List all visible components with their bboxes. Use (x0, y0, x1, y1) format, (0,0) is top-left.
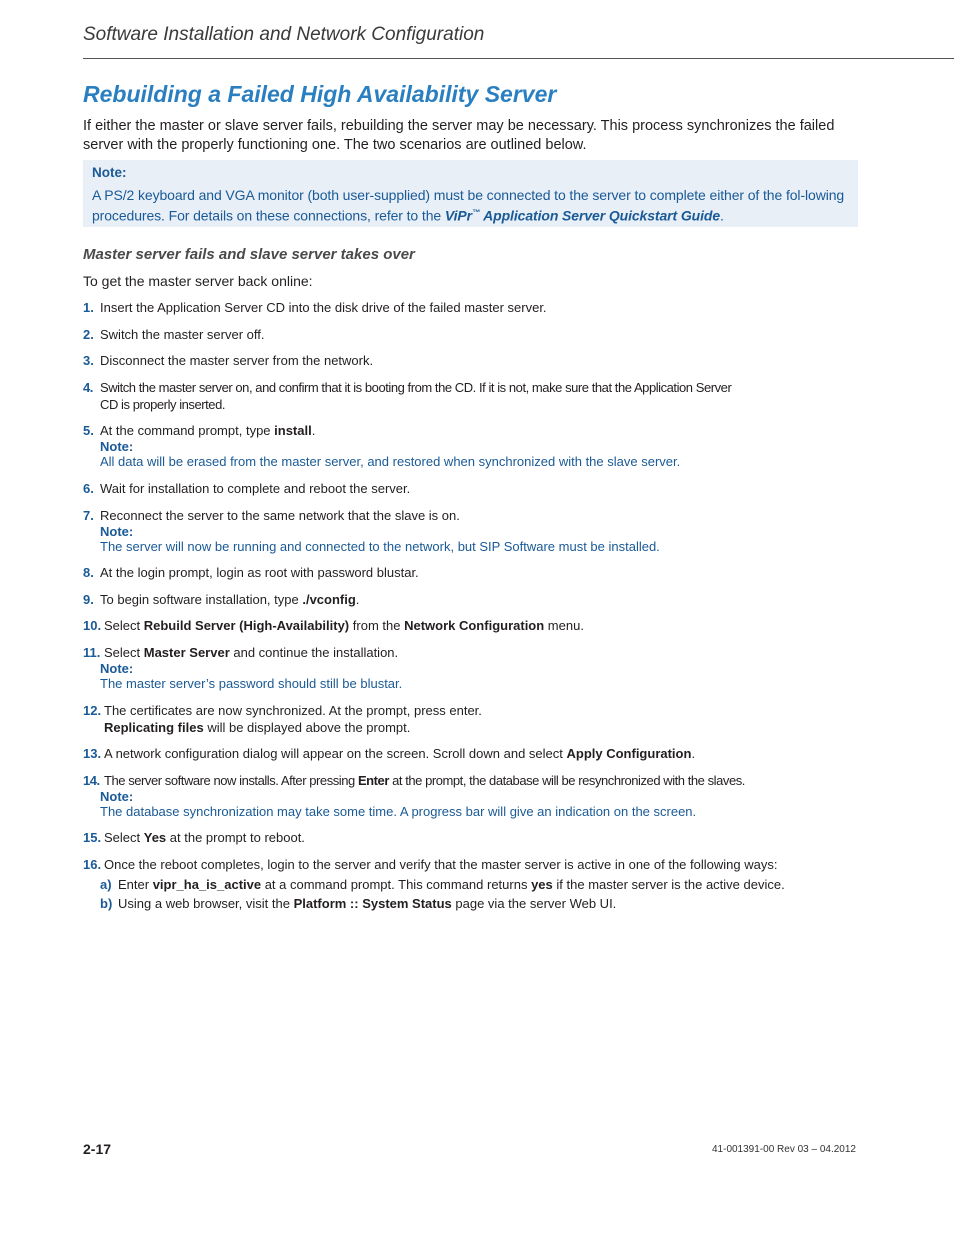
step-text: At the login prompt, login as root with password blustar. (100, 565, 419, 580)
step-text: A network configuration dialog will appear on the screen. Scroll down and select (104, 746, 567, 761)
step-text-end: . (311, 423, 316, 438)
substep-a (100, 876, 785, 893)
step-7 (83, 507, 803, 554)
document-id: 41-001391-00 Rev 03 – 04.2012 (711, 1144, 856, 1155)
page-platform-system-status: Platform :: System Status (293, 896, 452, 911)
key-enter: Enter (357, 773, 389, 788)
substep-text-end: page via the server Web UI. (451, 896, 617, 911)
step-number: 13. (83, 746, 102, 761)
step-number: 6. (83, 481, 94, 496)
step-text: Disconnect the master server from the network. (100, 353, 374, 368)
step-text: The server software now installs. After pressing (104, 773, 358, 788)
step-note-text: The server will now be running and connected to the network, but SIP Software must be installed. (100, 539, 660, 554)
step-5 (83, 422, 803, 469)
option-yes: Yes (143, 830, 167, 845)
step-number: 16. (83, 857, 102, 872)
running-header: Software Installation and Network Configuration (83, 24, 485, 45)
substep-letter: a) (100, 877, 112, 892)
step-text-end: . (691, 746, 696, 761)
option-apply-configuration: Apply Configuration (566, 746, 692, 761)
step-9 (83, 591, 803, 608)
header-divider (83, 58, 954, 59)
step-number: 15. (83, 830, 102, 845)
step-text: To begin software installation, type (100, 592, 303, 607)
option-master-server: Master Server (143, 645, 230, 660)
step-text: Switch the master server on, and confirm that it is booting from the CD. If it is not, make sure that the Application Server (100, 380, 732, 395)
step-text: Insert the Application Server CD into the disk drive of the failed master server. (100, 300, 547, 315)
step-note (83, 524, 803, 554)
note-text: A PS/2 keyboard and VGA monitor (both user-supplied) must be connected to the server to complete either of the fol-lowing procedures. For details on these connections, refer to the (92, 187, 845, 224)
step-number: 2. (83, 327, 94, 342)
step-number: 9. (83, 592, 94, 607)
note-text-end: . (720, 207, 724, 224)
step-number: 11. (83, 645, 101, 660)
step-13 (83, 745, 803, 762)
step-text: Select (104, 645, 144, 660)
step-6 (83, 480, 803, 497)
step-note-label: Note: (100, 661, 134, 676)
step-number: 3. (83, 353, 94, 368)
procedure-lead: To get the master server back online: (83, 273, 313, 289)
command-install: install (274, 423, 312, 438)
note-label: Note: (92, 165, 127, 180)
step-note (83, 789, 783, 819)
step-15 (83, 829, 803, 846)
step-note (83, 439, 803, 469)
step-note-text: The master server’s password should still be blustar. (100, 676, 403, 691)
step-text-end: at the prompt, the database will be resynchronized with the slaves. (388, 773, 745, 788)
substep-b (100, 895, 616, 912)
substep-text: Using a web browser, visit the (118, 896, 294, 911)
substep-letter: b) (100, 896, 113, 911)
value-yes: yes (531, 877, 553, 892)
step-note-text: All data will be erased from the master server, and restored when synchronized with the slave server. (100, 454, 681, 469)
step-4 (83, 379, 803, 413)
step-text-continued (83, 719, 803, 736)
step-number: 5. (83, 423, 94, 438)
substep-text-end: if the master server is the active device. (552, 877, 785, 892)
step-note-text: The database synchronization may take some time. A progress bar will give an indication on the screen. (100, 804, 697, 819)
substep-text: Enter (118, 877, 153, 892)
step-number: 10. (83, 618, 102, 633)
step-text: Select (104, 830, 144, 845)
step-3 (83, 352, 803, 369)
step-text-continued: CD is properly inserted. (100, 397, 226, 412)
step-number: 8. (83, 565, 94, 580)
step-text-end: will be displayed above the prompt. (203, 720, 411, 735)
section-heading: Master server fails and slave server takes over (83, 246, 415, 263)
menu-network-config: Network Configuration (404, 618, 545, 633)
step-text: Switch the master server off. (100, 327, 265, 342)
step-text: At the command prompt, type (100, 423, 275, 438)
menu-option-rebuild: Rebuild Server (High-Availability) (143, 618, 350, 633)
step-number: 7. (83, 508, 94, 523)
command-vconfig: ./vconfig (302, 592, 356, 607)
step-number: 14. (83, 773, 100, 788)
substep-text-mid: at a command prompt. This command returns (261, 877, 532, 892)
note-box (83, 160, 858, 227)
step-11 (83, 644, 803, 691)
step-text: Reconnect the server to the same network that the slave is on. (100, 508, 460, 523)
status-replicating-files: Replicating files (104, 720, 204, 735)
step-note-label: Note: (100, 789, 134, 804)
step-note-label: Note: (100, 524, 134, 539)
step-text-mid: from the (349, 618, 405, 633)
step-text-end: and continue the installation. (229, 645, 399, 660)
guide-brand: ViPr (444, 207, 472, 224)
step-number: 1. (83, 300, 94, 315)
step-text: Select (104, 618, 144, 633)
step-text-end: at the prompt to reboot. (166, 830, 305, 845)
step-16 (83, 856, 803, 873)
step-8 (83, 564, 803, 581)
page-number: 2-17 (83, 1141, 112, 1157)
page-title: Rebuilding a Failed High Availability Server (83, 81, 557, 107)
command-vipr-ha-is-active: vipr_ha_is_active (152, 877, 262, 892)
step-14 (83, 772, 783, 819)
step-text: Wait for installation to complete and reboot the server. (100, 481, 411, 496)
step-2 (83, 326, 803, 343)
step-text-end: . (355, 592, 360, 607)
guide-title: Application Server Quickstart Guide (479, 207, 721, 224)
step-1 (83, 299, 803, 316)
step-text-end: menu. (544, 618, 584, 633)
note-body (92, 187, 849, 225)
step-10 (83, 617, 803, 634)
step-number: 12. (83, 703, 102, 718)
step-note (83, 661, 803, 691)
step-note-label: Note: (100, 439, 134, 454)
trademark-symbol: ™ (471, 208, 480, 217)
step-12 (83, 702, 803, 736)
intro-paragraph: If either the master or slave server fails, rebuilding the server may be necessary. This process synchronizes the failed server with the properly functioning one. The two scenarios are outlined below. (83, 118, 835, 153)
step-text: Once the reboot completes, login to the server and verify that the master server is active in one of the following ways: (104, 857, 778, 872)
step-text: The certificates are now synchronized. At the prompt, press enter. (104, 703, 482, 718)
step-number: 4. (83, 380, 93, 395)
